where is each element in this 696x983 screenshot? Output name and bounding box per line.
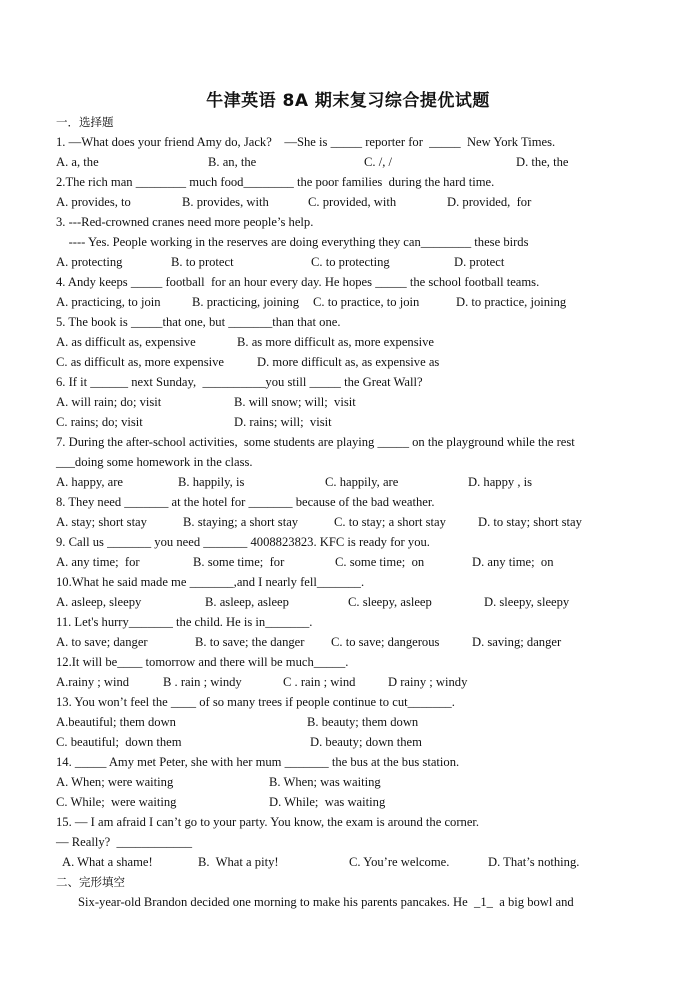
section-heading-choice: 一．选择题 xyxy=(56,115,114,129)
answer-option: D rainy ; windy xyxy=(388,675,468,689)
question-line: 15. — I am afraid I can’t go to your party. You know, the exam is around the corner. xyxy=(56,815,480,829)
question-line: 1. —What does your friend Amy do, Jack? —She is _____ reporter for _____ New York Times. xyxy=(56,135,556,149)
question-line: 14. _____ Amy met Peter, she with her mum _______ the bus at the bus station. xyxy=(56,755,460,769)
answer-option: A. When; were waiting xyxy=(56,775,174,789)
answer-option: A.beautiful; them down xyxy=(56,715,176,729)
question-line: 11. Let's hurry_______ the child. He is in_______. xyxy=(56,615,313,629)
answer-option: C. to protecting xyxy=(311,255,390,269)
answer-option: C. sleepy, asleep xyxy=(348,595,432,609)
answer-option: A. happy, are xyxy=(56,475,124,489)
answer-option: D. rains; will; visit xyxy=(234,415,332,429)
answer-option: C. /, / xyxy=(364,155,392,169)
answer-option: D. beauty; down them xyxy=(310,735,422,749)
answer-option: A. protecting xyxy=(56,255,123,269)
answer-option: C. as difficult as, more expensive xyxy=(56,355,224,369)
answer-option: A. as difficult as, expensive xyxy=(56,335,196,349)
page-title: 牛津英语 8A 期末复习综合提优试题 xyxy=(206,91,490,111)
question-line: 12.It will be____ tomorrow and there will be much_____. xyxy=(56,655,349,669)
answer-option: B. asleep, asleep xyxy=(205,595,289,609)
answer-option: B. When; was waiting xyxy=(269,775,381,789)
question-line: ___doing some homework in the class. xyxy=(56,455,253,469)
answer-option: C. rains; do; visit xyxy=(56,415,143,429)
answer-option: B. staying; a short stay xyxy=(183,515,299,529)
answer-option: B. practicing, joining xyxy=(192,295,300,309)
section-heading-cloze: 二、完形填空 xyxy=(56,875,125,889)
answer-option: B. as more difficult as, more expensive xyxy=(237,335,435,349)
answer-option: D. saving; danger xyxy=(472,635,562,649)
answer-option: C. While; were waiting xyxy=(56,795,177,809)
question-line: 9. Call us _______ you need _______ 4008823823. KFC is ready for you. xyxy=(56,535,430,549)
answer-option: A. any time; for xyxy=(56,555,140,569)
answer-option: C. You’re welcome. xyxy=(349,855,450,869)
answer-option: C. to stay; a short stay xyxy=(334,515,446,529)
answer-option: D. to stay; short stay xyxy=(478,515,582,529)
question-line: 13. You won’t feel the ____ of so many trees if people continue to cut_______. xyxy=(56,695,455,709)
answer-option: A. provides, to xyxy=(56,195,131,209)
question-line: 4. Andy keeps _____ football for an hour every day. He hopes _____ the school football teams. xyxy=(56,275,540,289)
answer-option: D. more difficult as, as expensive as xyxy=(257,355,440,369)
question-line: ---- Yes. People working in the reserves are doing everything they can________ these birds xyxy=(56,235,529,249)
answer-option: C. some time; on xyxy=(335,555,425,569)
answer-option: D. to practice, joining xyxy=(456,295,567,309)
answer-option: A. will rain; do; visit xyxy=(56,395,162,409)
answer-option: B. beauty; them down xyxy=(307,715,419,729)
answer-option: C. to practice, to join xyxy=(313,295,420,309)
answer-option: C. beautiful; down them xyxy=(56,735,182,749)
answer-option: C . rain ; wind xyxy=(283,675,356,689)
answer-option: D. While; was waiting xyxy=(269,795,386,809)
question-line: 3. ---Red-crowned cranes need more people’s help. xyxy=(56,215,314,229)
answer-option: A. What a shame! xyxy=(62,855,153,869)
answer-option: D. the, the xyxy=(516,155,569,169)
answer-option: D. That’s nothing. xyxy=(488,855,580,869)
answer-option: A. a, the xyxy=(56,155,99,169)
question-line: — Really? ____________ xyxy=(56,835,193,849)
question-line: 10.What he said made me _______,and I nearly fell_______. xyxy=(56,575,365,589)
answer-option: B. happily, is xyxy=(178,475,245,489)
answer-option: B. will snow; will; visit xyxy=(234,395,356,409)
answer-option: A. to save; danger xyxy=(56,635,148,649)
answer-option: B. some time; for xyxy=(193,555,285,569)
answer-option: B. to protect xyxy=(171,255,234,269)
answer-option: D. happy , is xyxy=(468,475,533,489)
answer-option: B. to save; the danger xyxy=(195,635,305,649)
answer-option: C. happily, are xyxy=(325,475,399,489)
answer-option: A.rainy ; wind xyxy=(56,675,130,689)
question-line: 8. They need _______ at the hotel for _______ because of the bad weather. xyxy=(56,495,435,509)
answer-option: B. provides, with xyxy=(182,195,269,209)
question-line: 6. If it ______ next Sunday, __________you still _____ the Great Wall? xyxy=(56,375,423,389)
question-line: 2.The rich man ________ much food________ the poor families during the hard time. xyxy=(56,175,495,189)
question-line: 7. During the after-school activities, some students are playing _____ on the playground while the rest xyxy=(56,435,575,449)
answer-option: D. provided, for xyxy=(447,195,532,209)
answer-option: B. an, the xyxy=(208,155,257,169)
answer-option: C. to save; dangerous xyxy=(331,635,440,649)
answer-option: A. asleep, sleepy xyxy=(56,595,142,609)
answer-option: A. practicing, to join xyxy=(56,295,161,309)
answer-option: D. any time; on xyxy=(472,555,554,569)
answer-option: B. What a pity! xyxy=(198,855,279,869)
answer-option: A. stay; short stay xyxy=(56,515,147,529)
answer-option: D. protect xyxy=(454,255,505,269)
answer-option: D. sleepy, sleepy xyxy=(484,595,570,609)
question-line: Six-year-old Brandon decided one morning to make his parents pancakes. He _1_ a big bowl and xyxy=(56,895,574,909)
question-line: 5. The book is _____that one, but _______than that one. xyxy=(56,315,341,329)
answer-option: C. provided, with xyxy=(308,195,397,209)
answer-option: B . rain ; windy xyxy=(163,675,242,689)
